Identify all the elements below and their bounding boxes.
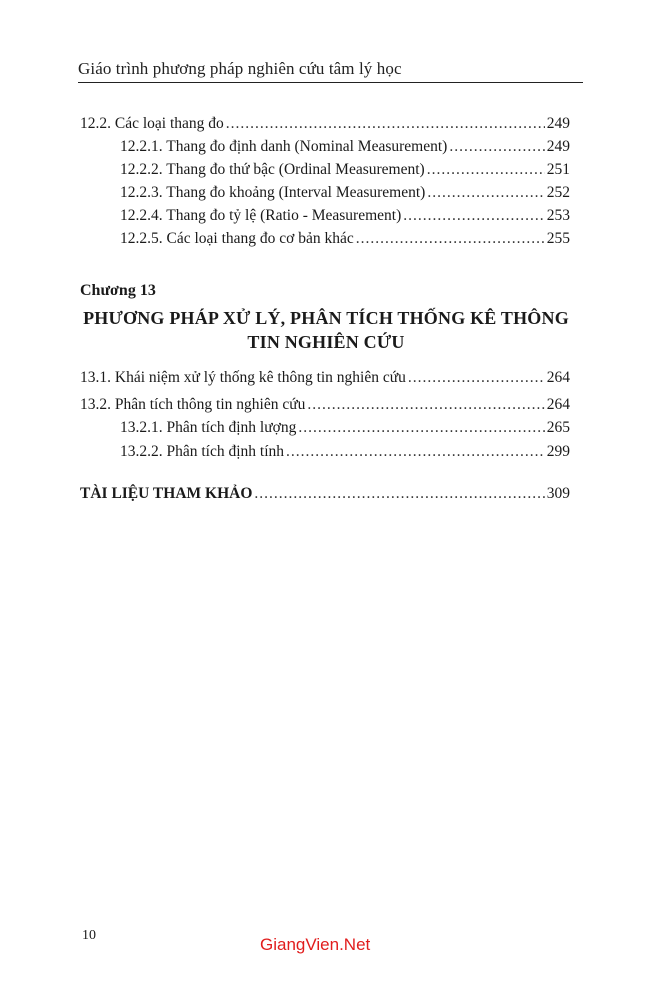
toc-number: 12.2.1. bbox=[120, 138, 163, 155]
toc-title: TÀI LIỆU THAM KHẢO bbox=[80, 485, 253, 502]
toc-page: 252 bbox=[546, 184, 570, 201]
toc-number: 13.2. bbox=[80, 396, 111, 413]
toc-number: 12.2. bbox=[80, 115, 111, 132]
page-number: 10 bbox=[82, 928, 96, 943]
toc-title: Thang đo thứ bậc (Ordinal Measurement) bbox=[166, 161, 425, 178]
toc-title: Thang đo khoảng (Interval Measurement) bbox=[166, 184, 426, 201]
dot-leader bbox=[449, 137, 544, 157]
toc-page: 251 bbox=[546, 161, 570, 178]
chapter-title bbox=[80, 306, 572, 354]
toc-number: 12.2.4. bbox=[120, 207, 163, 224]
toc-title: Phân tích định tính bbox=[166, 443, 285, 460]
toc-entry-13-2-1[interactable] bbox=[120, 418, 570, 438]
toc-page: 249 bbox=[546, 138, 570, 155]
toc-page: 299 bbox=[546, 443, 570, 460]
toc-entry-13-1[interactable] bbox=[80, 368, 570, 388]
dot-leader bbox=[226, 114, 545, 134]
toc-title: Thang đo tỷ lệ (Ratio - Measurement) bbox=[166, 207, 402, 224]
toc-entry-12-2-1[interactable] bbox=[120, 137, 570, 157]
toc-title: Các loại thang đo bbox=[114, 115, 224, 132]
watermark-link[interactable]: GiangVien.Net bbox=[260, 935, 371, 954]
dot-leader bbox=[254, 484, 544, 504]
toc-entry-12-2-5[interactable] bbox=[120, 229, 570, 249]
dot-leader bbox=[356, 229, 545, 249]
toc-title: Khái niệm xử lý thống kê thông tin nghiên cứu bbox=[114, 369, 406, 386]
toc-number: 12.2.2. bbox=[120, 161, 163, 178]
toc-title: Phân tích định lượng bbox=[166, 419, 297, 436]
toc-title: Các loại thang đo cơ bản khác bbox=[166, 230, 354, 247]
toc-entry-12-2-3[interactable] bbox=[120, 183, 570, 203]
dot-leader bbox=[298, 418, 544, 438]
toc-entry-12-2-2[interactable] bbox=[120, 160, 570, 180]
toc-entry-13-2[interactable] bbox=[80, 395, 570, 415]
toc-page: 264 bbox=[546, 396, 570, 413]
toc-number: 12.2.5. bbox=[120, 230, 163, 247]
dot-leader bbox=[286, 442, 545, 462]
chapter-title-line-1: PHƯƠNG PHÁP XỬ LÝ, PHÂN TÍCH THỐNG KÊ THÔNG bbox=[83, 308, 569, 328]
dot-leader bbox=[403, 206, 545, 226]
chapter-title-line-2: TIN NGHIÊN CỨU bbox=[247, 332, 405, 352]
running-header bbox=[78, 58, 583, 83]
toc-number: 13.2.1. bbox=[120, 419, 163, 436]
toc-page: 249 bbox=[546, 115, 570, 132]
dot-leader bbox=[427, 160, 545, 180]
toc-entry-12-2-4[interactable] bbox=[120, 206, 570, 226]
toc-page: 265 bbox=[546, 419, 570, 436]
toc-number: 13.2.2. bbox=[120, 443, 163, 460]
dot-leader bbox=[408, 368, 545, 388]
toc-number: 12.2.3. bbox=[120, 184, 163, 201]
toc-entry-13-2-2[interactable] bbox=[120, 442, 570, 462]
toc-entry-12-2[interactable] bbox=[80, 114, 570, 134]
running-header-title: Giáo trình phương pháp nghiên cứu tâm lý học bbox=[78, 59, 402, 78]
toc-page: 255 bbox=[546, 230, 570, 247]
dot-leader bbox=[427, 183, 544, 203]
toc-entry-references[interactable] bbox=[80, 484, 570, 504]
toc-page: 264 bbox=[546, 369, 570, 386]
dot-leader bbox=[307, 395, 544, 415]
toc-number: 13.1. bbox=[80, 369, 111, 386]
toc-title: Thang đo định danh (Nominal Measurement) bbox=[166, 138, 448, 155]
toc-page: 253 bbox=[546, 207, 570, 224]
chapter-label: Chương 13 bbox=[80, 282, 156, 299]
toc-title: Phân tích thông tin nghiên cứu bbox=[114, 396, 306, 413]
toc-page: 309 bbox=[546, 485, 570, 502]
